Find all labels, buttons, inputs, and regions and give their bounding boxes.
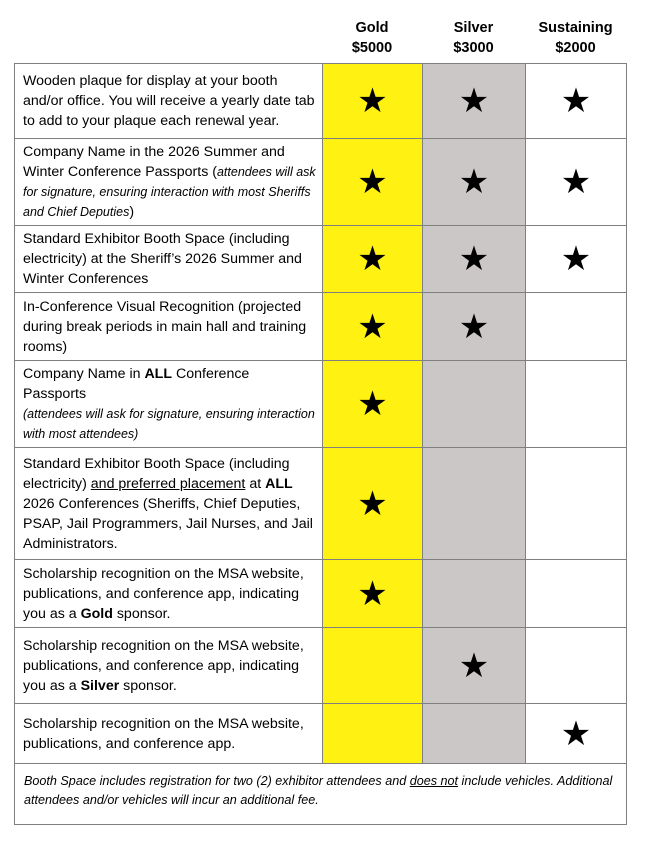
star-icon: ★ <box>357 240 388 278</box>
star-icon: ★ <box>458 646 490 685</box>
text-segment: (attendees will ask for signature, ensuring interaction with most attendees) <box>23 407 315 441</box>
star-icon: ★ <box>357 82 388 120</box>
benefit-description <box>15 226 323 293</box>
benefit-description <box>15 448 323 560</box>
gold-cell <box>323 704 423 764</box>
text-segment: Scholarship recognition on the MSA website, publications, and conference app, indicating you as a <box>23 565 304 622</box>
benefit-description <box>15 704 323 764</box>
text-segment: ALL <box>144 366 173 382</box>
gold-cell <box>323 628 423 704</box>
sustaining-cell <box>526 704 627 764</box>
silver-cell <box>423 448 526 560</box>
silver-cell <box>423 361 526 448</box>
text-segment: Scholarship recognition on the MSA website, publications, and conference app. <box>23 715 304 752</box>
silver-cell <box>423 560 526 628</box>
tier-header-gold <box>322 18 422 58</box>
text-segment: Scholarship recognition on the MSA website, publications, and conference app, indicating you as a <box>23 637 304 694</box>
text-segment: ALL <box>265 475 293 492</box>
sustaining-cell <box>526 448 627 560</box>
benefit-row <box>15 628 627 704</box>
benefit-row <box>15 226 627 293</box>
gold-cell <box>323 448 423 560</box>
tier-price: $5000 <box>351 40 393 56</box>
sustaining-cell <box>526 560 627 628</box>
sustaining-cell <box>526 628 627 704</box>
benefit-description <box>15 628 323 704</box>
benefit-description <box>15 560 323 628</box>
gold-cell <box>323 293 423 361</box>
text-segment: does not <box>409 774 459 788</box>
text-segment: sponsor. <box>119 677 177 694</box>
tier-price: $3000 <box>453 40 494 56</box>
text-segment: Silver <box>80 677 120 694</box>
text-segment: 2026 Conferences (Sheriffs, Chief Deputies, PSAP, Jail Programmers, Jail Nurses, and Jail Administrators. <box>23 495 313 552</box>
star-icon: ★ <box>357 385 388 423</box>
tier-header-sustaining <box>525 18 626 58</box>
text-segment: Company Name in the 2026 Summer and Winter Conference Passports ( <box>23 144 285 180</box>
star-icon: ★ <box>458 82 490 120</box>
gold-cell <box>323 226 423 293</box>
star-icon: ★ <box>560 82 592 120</box>
text-segment: and preferred placement <box>90 475 246 492</box>
silver-cell <box>423 628 526 704</box>
booth-space-note <box>15 764 627 825</box>
text-segment: at <box>245 475 266 492</box>
star-icon: ★ <box>458 163 490 201</box>
silver-cell <box>423 64 526 139</box>
benefit-description <box>15 139 323 226</box>
text-segment: Standard Exhibitor Booth Space (including electricity) <box>23 455 290 492</box>
gold-cell <box>323 361 423 448</box>
benefit-row <box>15 704 627 764</box>
star-icon: ★ <box>458 240 490 278</box>
tier-price: $2000 <box>555 40 596 56</box>
silver-cell <box>423 704 526 764</box>
tier-name: Silver <box>453 20 494 36</box>
tier-header-silver <box>422 18 525 58</box>
text-segment: Gold <box>80 605 113 622</box>
silver-cell <box>423 226 526 293</box>
gold-cell <box>323 139 423 226</box>
star-icon: ★ <box>357 163 388 201</box>
gold-cell <box>323 64 423 139</box>
sustaining-cell <box>526 64 627 139</box>
benefit-row <box>15 560 627 628</box>
star-icon: ★ <box>357 307 388 346</box>
benefit-row <box>15 139 627 226</box>
sustaining-cell <box>526 226 627 293</box>
benefit-row <box>15 293 627 361</box>
tier-name: Gold <box>355 20 389 36</box>
silver-cell <box>423 139 526 226</box>
benefit-description <box>15 64 323 139</box>
benefit-row <box>15 361 627 448</box>
sustaining-cell <box>526 293 627 361</box>
text-segment: In-Conference Visual Recognition (projected during break periods in main hall and training rooms) <box>23 298 307 355</box>
text-segment: sponsor. <box>112 605 171 622</box>
silver-cell <box>423 293 526 361</box>
sustaining-cell <box>526 361 627 448</box>
benefit-description <box>15 361 323 448</box>
star-icon: ★ <box>560 714 592 753</box>
benefit-row <box>15 448 627 560</box>
benefit-description <box>15 293 323 361</box>
text-segment: attendees will ask for signature, ensuring interaction with most Sheriffs and Chief Deputies <box>23 165 316 219</box>
text-segment: Wooden plaque for display at your booth and/or office. You will receive a yearly date tab to add to your plaque each renewal year. <box>23 73 315 129</box>
star-icon: ★ <box>560 240 592 278</box>
text-segment: Standard Exhibitor Booth Space (including electricity) at the Sheriff’s 2026 Summer and Winter Conferences <box>23 231 302 287</box>
gold-cell <box>323 560 423 628</box>
sponsorship-benefits-table <box>14 63 627 825</box>
benefit-row <box>15 64 627 139</box>
star-icon: ★ <box>458 307 490 346</box>
star-icon: ★ <box>560 163 592 201</box>
text-segment: Company Name in <box>23 366 145 382</box>
star-icon: ★ <box>357 484 388 523</box>
text-segment: Conference Passports <box>23 366 250 402</box>
star-icon: ★ <box>357 574 388 613</box>
text-segment: Booth Space includes registration for two (2) exhibitor attendees and <box>24 774 410 788</box>
text-segment: ) <box>129 204 135 220</box>
sustaining-cell <box>526 139 627 226</box>
tier-name: Sustaining <box>538 20 613 36</box>
text-segment: include vehicles. Additional attendees and/or vehicles will incur an additional fee. <box>24 774 613 807</box>
